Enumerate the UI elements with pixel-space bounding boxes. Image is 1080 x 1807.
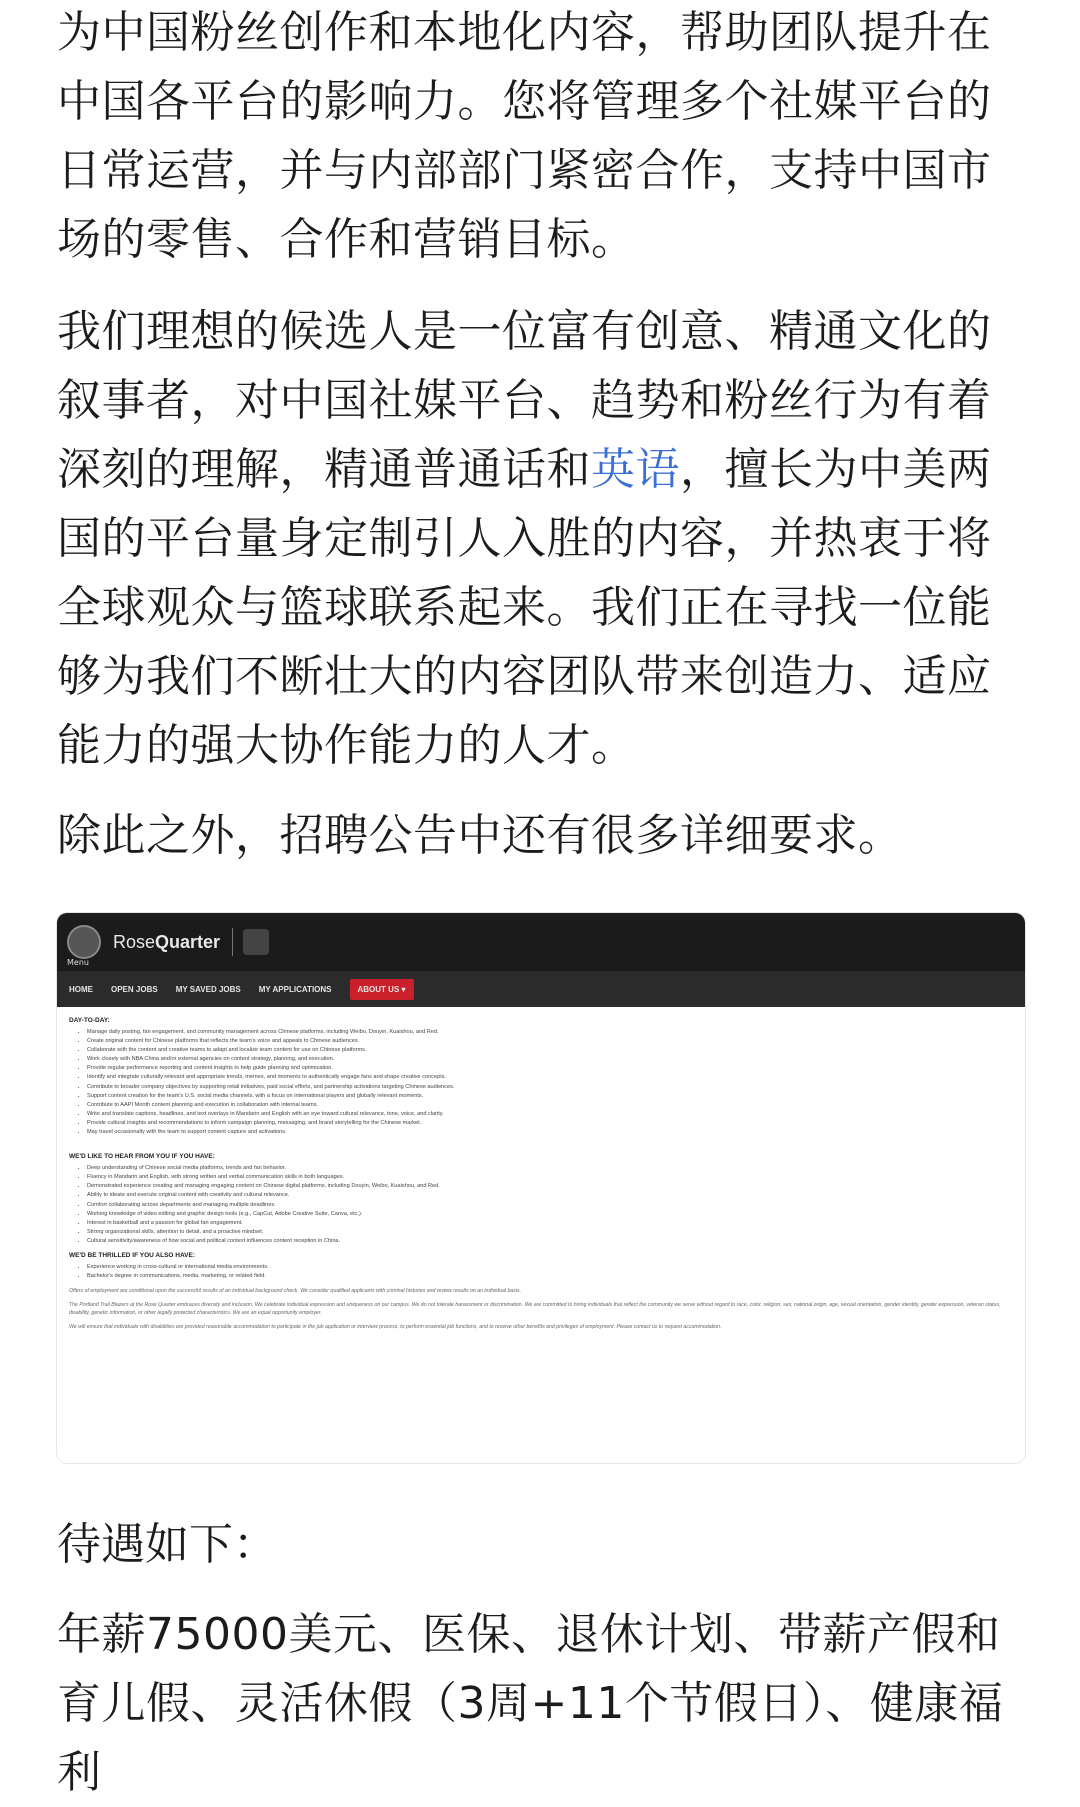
list-item: • Ability to ideate and execute original content with creativity and cultural relevance.	[87, 1191, 1013, 1200]
section-title: DAY-TO-DAY:	[69, 1017, 110, 1024]
list-item: • Support content creation for the team's U.S. social media channels, with a focus on international players and globally relevant moments.	[87, 1092, 1013, 1101]
paragraph-benefits: 年薪75000美元、医保、退休计划、带薪产假和育儿假、灵活休假（3周+11个节假日）、健康福利	[57, 1609, 1004, 1798]
paragraph-text: ，擅长为中美两国的平台量身定制引人入胜的内容，并热衷于将全球观众与篮球联系起来。我们正在寻找一位能够为我们不断壮大的内容团队带来创造力、适应能力的强大协作能力的人才。	[57, 444, 992, 771]
nav-applications: MY APPLICATIONS	[258, 984, 332, 994]
paragraph-intro: 为中国粉丝创作和本地化内容，帮助团队提升在中国各平台的影响力。您将管理多个社媒平台的日常运营，并与内部部门紧密合作，支持中国市场的零售、合作和营销目标。	[57, 7, 992, 265]
list-item: • Create original content for Chinese platforms that reflects the team's voice and appeals to Chinese audiences.	[87, 1037, 1013, 1046]
list-item: • Write and translate captions, headlines, and text overlays in Mandarin and English with an eye toward cultural relevance, tone, voice, and clarity.	[87, 1110, 1013, 1119]
list-item: • Experience working in cross-cultural or international media environments.	[87, 1263, 1013, 1272]
crest-icon	[243, 929, 269, 955]
blazers-logo-icon	[67, 925, 101, 959]
list-item: • Contribute to broader company objectives by supporting retail initiatives, paid social efforts, and partnership activations targeting Chinese audiences.	[87, 1083, 1013, 1092]
fine-print: Offers of employment are conditional upon the successful results of an individual background check. We consider qualified applicants with criminal histories and review results on an individual basis.	[69, 1288, 522, 1295]
fine-print: The Portland Trail Blazers at the Rose Quarter embraces diversity and inclusion. We celebrate individual expression and uniqueness on our campus. We do not tolerate harassment or discrimination. We are committed to hiring individuals that reflect the community we serve without regard to race, color, religion, sex, national origin, age, sexual orientation, gender identity, gender expression, veteran status, disability, genetic information, or other legally protected characteristics. We are an equal opportunity employer.	[69, 1302, 1001, 1317]
list-item: • Collaborate with the content and creative teams to adapt and localize team content for use on Chinese platforms.	[87, 1046, 1013, 1055]
section-title: WE'D LIKE TO HEAR FROM YOU IF YOU HAVE:	[69, 1153, 215, 1161]
list-item: • Provide cultural insights and recommendations to inform campaign planning, messaging, and brand storytelling for the Chinese market.	[87, 1119, 1013, 1128]
list-item: • Strong organizational skills, attention to detail, and a proactive mindset.	[87, 1228, 1013, 1237]
english-link[interactable]: 英语	[591, 444, 680, 495]
list-item: • Work closely with NBA China and/or external agencies on content strategy, planning, and execution.	[87, 1055, 1013, 1064]
section-title: WE'D BE THRILLED IF YOU ALSO HAVE:	[69, 1251, 196, 1259]
screenshot-body	[57, 1007, 1025, 1335]
list-item: • Interest in basketball and a passion for global fan engagement.	[87, 1219, 1013, 1228]
list-item: • Demonstrated experience creating and managing engaging content on Chinese digital platforms, including Douyin, Weibo, Kuaishou, and Red.	[87, 1182, 1013, 1191]
list-item: • Contribute to AAPI Month content planning and execution in collaboration with internal teams.	[87, 1101, 1013, 1110]
nav-about-us: ABOUT US ▾	[350, 979, 414, 1000]
list-bonus	[87, 1263, 1013, 1281]
nav-home: HOME	[69, 984, 93, 994]
screenshot-header	[57, 913, 1025, 971]
list-item: • May travel occasionally with the team to support content capture and activations.	[87, 1128, 1013, 1137]
list-day-to-day	[87, 1028, 1013, 1137]
list-item: • Fluency in Mandarin and English, with strong written and verbal communication skills in both languages.	[87, 1173, 1013, 1182]
divider	[232, 928, 233, 956]
list-item: • Deep understanding of Chinese social media platforms, trends and fan behavior.	[87, 1164, 1013, 1173]
list-item: • Provide regular performance reporting and content insights to help guide planning and optimization.	[87, 1064, 1013, 1073]
screenshot-nav	[57, 971, 1025, 1007]
list-item: • Cultural sensitivity/awareness of how social and political context influences content reception in China.	[87, 1237, 1013, 1246]
paragraph-ideal-candidate	[57, 297, 1025, 780]
benefits-heading: 待遇如下：	[57, 1519, 277, 1570]
list-item: • Manage daily posting, fan engagement, and community management across Chinese platforms, including Weibo, Douyin, Kuaishou, and Red.	[87, 1028, 1013, 1037]
paragraph-more-requirements: 除此之外，招聘公告中还有很多详细要求。	[57, 810, 903, 861]
job-posting-screenshot	[57, 913, 1025, 1463]
menu-label: Menu	[67, 958, 89, 967]
brand-name: RoseQuarter	[113, 931, 221, 952]
list-item: • Working knowledge of video editing and graphic design tools (e.g., CapCut, Adobe Creative Suite, Canva, etc.).	[87, 1210, 1013, 1219]
fine-print: We will ensure that individuals with disabilities are provided reasonable accommodation to participate in the job application or interview process, to perform essential job functions, and to receive other benefits and privileges of employment. Please contact us to request accommodation.	[69, 1324, 722, 1331]
paragraph-text: 我们理想的候选人是一位富有创意、精通文化的叙事者，对中国社媒平台、趋势和粉丝行为有着深刻的理解，精通普通话和	[57, 306, 992, 495]
list-item: • Comfort collaborating across departments and managing multiple deadlines.	[87, 1201, 1013, 1210]
nav-open-jobs: OPEN JOBS	[111, 984, 158, 994]
nav-saved-jobs: MY SAVED JOBS	[175, 984, 241, 994]
list-item: • Bachelor's degree in communications, media, marketing, or related field.	[87, 1272, 1013, 1281]
list-requirements	[87, 1164, 1013, 1246]
list-item: • Identify and integrate culturally relevant and appropriate trends, memes, and moments to authentically engage fans and shape creative concepts.	[87, 1073, 1013, 1082]
